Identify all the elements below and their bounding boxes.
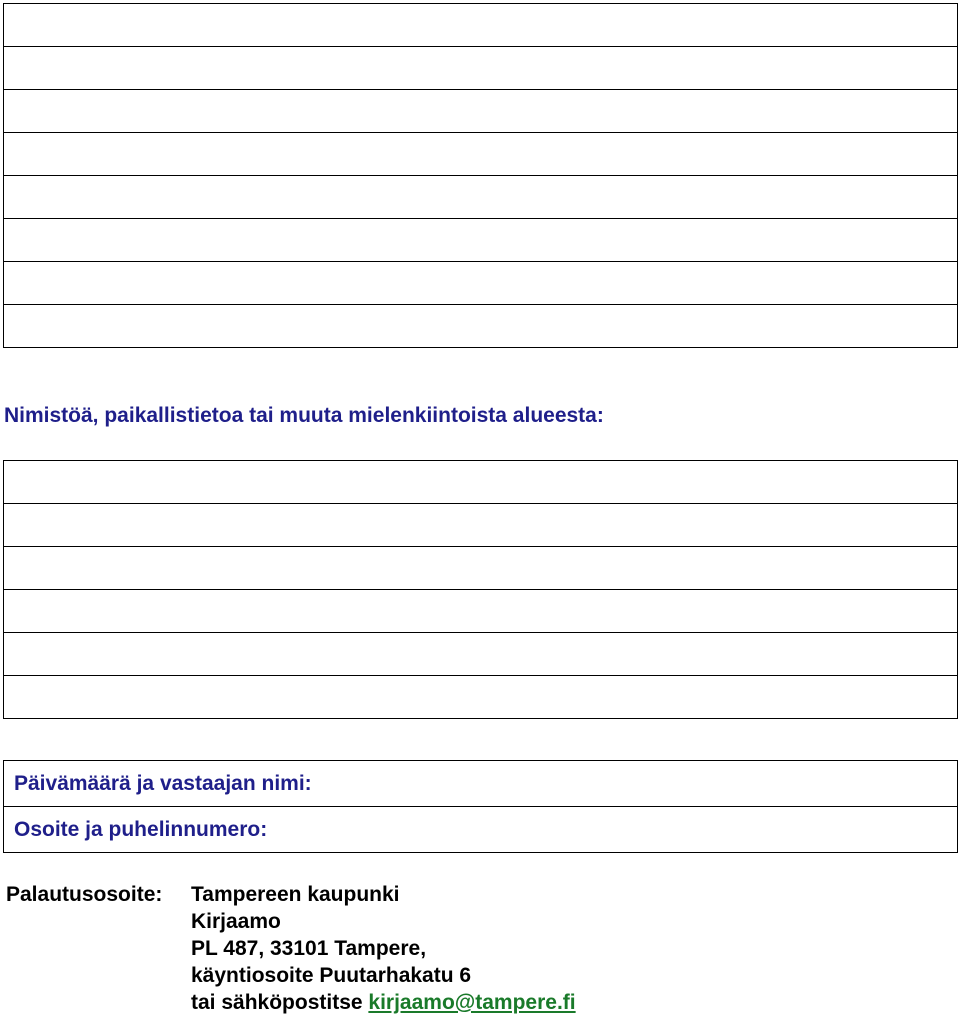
- address-line-department: Kirjaamo: [191, 910, 281, 933]
- section-heading: Nimistöä, paikallistietoa tai muuta mielenkiintoista alueesta:: [4, 404, 604, 427]
- address-line-visiting: käyntiosoite Puutarhakatu 6: [191, 964, 472, 987]
- address-line-organization: Tampereen kaupunki: [191, 883, 400, 906]
- answer-line[interactable]: [4, 676, 958, 719]
- answer-line[interactable]: [4, 504, 958, 547]
- answer-line[interactable]: [4, 262, 958, 305]
- email-prefix: tai sähköpostitse: [191, 991, 369, 1014]
- answer-line[interactable]: [4, 4, 958, 47]
- email-link[interactable]: kirjaamo@tampere.fi: [368, 991, 576, 1014]
- respondent-info-table: [3, 760, 958, 853]
- answer-line[interactable]: [4, 90, 958, 133]
- answer-lines-notes: [3, 460, 958, 719]
- answer-line[interactable]: [4, 461, 958, 504]
- answer-line[interactable]: [4, 219, 958, 262]
- return-address-lines: [191, 881, 576, 1016]
- answer-line[interactable]: [4, 133, 958, 176]
- address-phone-field[interactable]: Osoite ja puhelinnumero:: [4, 807, 958, 853]
- address-line-postal: PL 487, 33101 Tampere,: [191, 937, 427, 960]
- answer-lines-top: [3, 3, 958, 348]
- answer-line[interactable]: [4, 547, 958, 590]
- answer-line[interactable]: [4, 176, 958, 219]
- answer-line[interactable]: [4, 633, 958, 676]
- answer-line[interactable]: [4, 305, 958, 348]
- address-line-email: [191, 989, 576, 1016]
- date-and-name-field[interactable]: Päivämäärä ja vastaajan nimi:: [4, 761, 958, 807]
- return-address-label: Palautusosoite:: [6, 883, 163, 906]
- answer-line[interactable]: [4, 590, 958, 633]
- answer-line[interactable]: [4, 47, 958, 90]
